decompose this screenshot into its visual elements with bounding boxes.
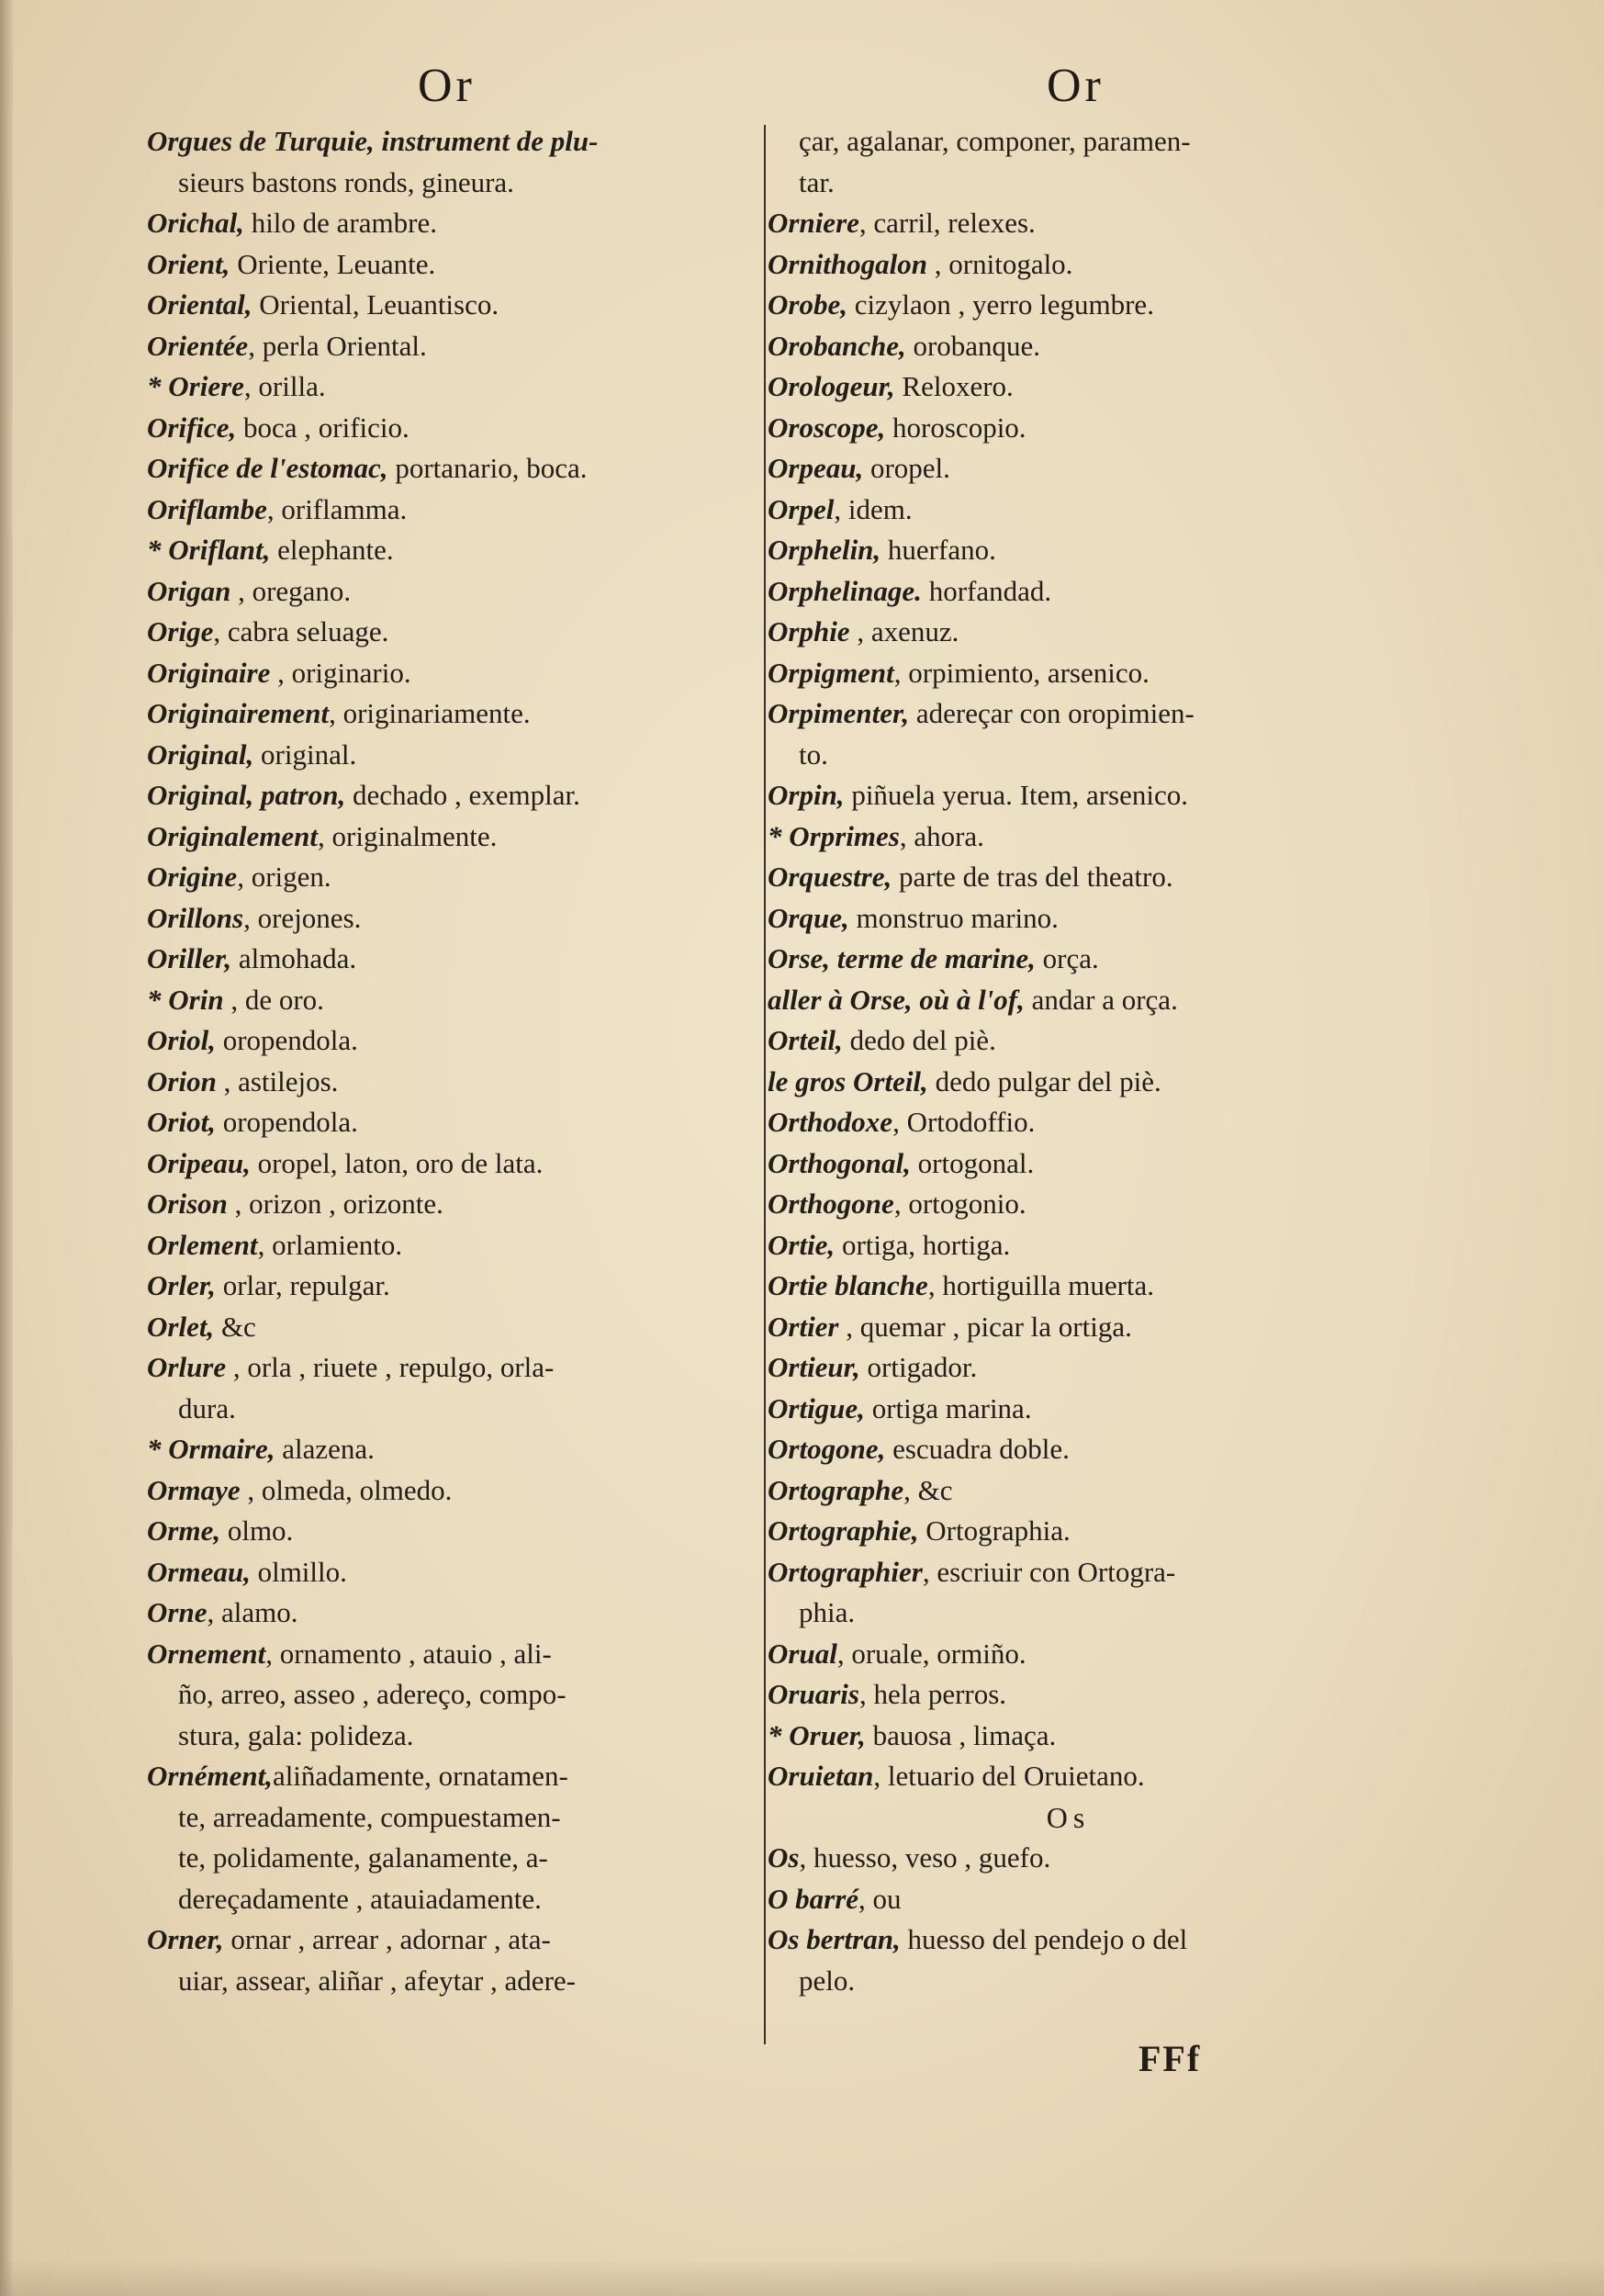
- entry-headword: Ornithogalon: [768, 247, 928, 280]
- dictionary-entry: [768, 1674, 1369, 1716]
- entry-translation: , originalmente.: [318, 819, 498, 852]
- dictionary-entry: [147, 285, 760, 326]
- entry-headword: O barré: [768, 1882, 859, 1915]
- dictionary-entry: [768, 980, 1369, 1021]
- dictionary-entry: [147, 612, 760, 653]
- entry-headword: * Orprimes: [768, 819, 900, 852]
- entry-headword: Os: [768, 1841, 800, 1874]
- entry-headword: Ortie,: [768, 1228, 836, 1261]
- dictionary-entry: [768, 1143, 1369, 1185]
- entry-translation: , hortiguilla muerta.: [927, 1269, 1155, 1301]
- dictionary-entry: [147, 693, 760, 735]
- entry-headword: Orpin,: [768, 779, 845, 811]
- dictionary-entry: [768, 163, 1369, 204]
- entry-headword: Orthodoxe: [768, 1106, 893, 1138]
- entry-translation: horoscopio.: [885, 411, 1026, 444]
- entry-headword: Oriflambe: [147, 492, 267, 525]
- entry-translation: , de oro.: [223, 983, 324, 1016]
- entry-headword: Originalement: [147, 819, 319, 852]
- entry-headword: Os bertran,: [768, 1923, 901, 1955]
- section-subhead: [768, 1797, 1369, 1839]
- dictionary-entry: [147, 1634, 760, 1675]
- entry-translation: dechado , exemplar.: [345, 779, 580, 811]
- dictionary-entry: [768, 898, 1369, 940]
- entry-translation: escuadra doble.: [885, 1433, 1070, 1465]
- entry-translation: portanario, boca.: [387, 452, 588, 484]
- entry-translation: alazena.: [275, 1433, 375, 1465]
- entry-translation: , &c: [903, 1473, 953, 1506]
- dictionary-entry: [768, 1020, 1369, 1062]
- entry-translation: , ornitogalo.: [927, 247, 1073, 280]
- entry-translation: , oriflamma.: [266, 492, 408, 525]
- entry-headword: Ortographie,: [768, 1514, 919, 1547]
- entry-translation: , Ortodoffio.: [892, 1106, 1036, 1138]
- entry-translation: &c: [214, 1310, 256, 1343]
- dictionary-entry: [768, 816, 1369, 858]
- dictionary-entry: [147, 1674, 760, 1716]
- entry-headword: Orion: [147, 1064, 217, 1097]
- entry-translation: huesso del pendejo o del: [900, 1923, 1188, 1955]
- dictionary-entry: [147, 1347, 760, 1389]
- dictionary-entry: [768, 1225, 1369, 1266]
- dictionary-entry: [768, 366, 1369, 408]
- dictionary-entry: [147, 1266, 760, 1307]
- entry-translation: dedo pulgar del piè.: [927, 1064, 1161, 1097]
- entry-translation: , olmeda, olmedo.: [240, 1473, 453, 1506]
- entry-headword: * Oruer,: [768, 1718, 866, 1751]
- dictionary-entry: [147, 1716, 760, 1757]
- entry-headword: Orobanche,: [768, 329, 906, 362]
- entry-translation: , orpimiento, arsenico.: [893, 656, 1150, 689]
- entry-headword: Orse, terme de marine,: [768, 942, 1036, 974]
- entry-headword: Oripeau,: [147, 1146, 251, 1179]
- dictionary-entry: [768, 1919, 1369, 1961]
- dictionary-entry: [768, 408, 1369, 449]
- entry-headword: Oriental,: [147, 288, 252, 321]
- dictionary-entry: [147, 1062, 760, 1103]
- entry-translation: , astilejos.: [216, 1064, 339, 1097]
- entry-translation: olmo.: [220, 1514, 294, 1547]
- entry-translation: , idem.: [834, 492, 913, 525]
- entry-headword: Orichal,: [147, 207, 244, 239]
- entry-translation: dura.: [178, 1391, 236, 1424]
- dictionary-entry: [147, 448, 760, 490]
- entry-headword: Oruaris: [768, 1678, 859, 1710]
- entry-translation: , carril, relexes.: [858, 207, 1036, 239]
- dictionary-entry: [147, 1511, 760, 1552]
- dictionary-entry: [147, 121, 760, 163]
- entry-translation: , alamo.: [207, 1596, 298, 1628]
- entry-translation: andar a orça.: [1024, 983, 1178, 1016]
- entry-translation: boca , orificio.: [236, 411, 409, 444]
- entry-headword: Ornément,: [147, 1760, 273, 1792]
- entry-headword: aller à Orse, où à l'of,: [768, 983, 1025, 1016]
- dictionary-entry: [147, 1838, 760, 1879]
- dictionary-entry: [768, 1552, 1369, 1593]
- entry-translation: te, polidamente, galanamente, a-: [178, 1841, 548, 1874]
- dictionary-entry: [147, 980, 760, 1021]
- dictionary-entry: [147, 1225, 760, 1266]
- entry-headword: Ortographier: [768, 1555, 923, 1588]
- entry-translation: orça.: [1035, 942, 1099, 974]
- entry-translation: , ou: [858, 1882, 902, 1915]
- dictionary-entry: [768, 1634, 1369, 1675]
- entry-translation: , orilla.: [243, 370, 326, 402]
- entry-translation: orobanque.: [905, 329, 1041, 362]
- dictionary-entry: [147, 816, 760, 858]
- entry-translation: ortogonal.: [910, 1146, 1035, 1179]
- entry-headword: Ormaye: [147, 1473, 241, 1506]
- dictionary-entry: [147, 366, 760, 408]
- dictionary-entry: [147, 1470, 760, 1512]
- dictionary-entry: [768, 1102, 1369, 1143]
- dictionary-entry: [768, 1389, 1369, 1430]
- entry-headword: Orgues de Turquie, instrument de plu-: [147, 125, 599, 157]
- dictionary-entry: [768, 448, 1369, 490]
- dictionary-entry: [147, 1552, 760, 1593]
- entry-headword: Orphelin,: [768, 534, 881, 566]
- entry-headword: le gros Orteil,: [768, 1064, 928, 1097]
- entry-translation: horfandad.: [921, 574, 1052, 607]
- entry-translation: orlar, repulgar.: [215, 1269, 390, 1301]
- entry-translation: uiar, assear, aliñar , afeytar , adere-: [178, 1964, 576, 1997]
- entry-headword: Orthogone: [768, 1187, 894, 1220]
- entry-translation: phia.: [799, 1596, 856, 1628]
- entry-translation: , perla Oriental.: [248, 329, 427, 362]
- dictionary-entry: [147, 939, 760, 980]
- entry-translation: , oregano.: [230, 574, 352, 607]
- dictionary-entry: [768, 1307, 1369, 1348]
- entry-headword: Orlement: [147, 1228, 258, 1261]
- entry-translation: monstruo marino.: [848, 901, 1059, 934]
- entry-headword: Oriller,: [147, 942, 232, 974]
- entry-headword: * Ormaire,: [147, 1433, 275, 1465]
- entry-headword: Orillons: [147, 901, 244, 934]
- dictionary-entry: [768, 1879, 1369, 1920]
- entry-translation: elephante.: [270, 534, 394, 566]
- entry-translation: , ahora.: [899, 819, 984, 852]
- entry-translation: dedo del piè.: [842, 1024, 996, 1056]
- dictionary-entry: [768, 1184, 1369, 1225]
- entry-translation: Reloxero.: [894, 370, 1014, 402]
- dictionary-entry: [768, 490, 1369, 531]
- dictionary-entry: [768, 1511, 1369, 1552]
- entry-translation: , ortogonio.: [893, 1187, 1026, 1220]
- entry-headword: Ornement: [147, 1637, 266, 1670]
- entry-headword: Orthogonal,: [768, 1146, 911, 1179]
- dictionary-entry: [768, 1266, 1369, 1307]
- right-column: [768, 121, 1369, 2001]
- entry-translation: dereçadamente , atauiadamente.: [178, 1882, 542, 1915]
- entry-headword: Ortogone,: [768, 1433, 886, 1465]
- entry-translation: , axenuz.: [849, 615, 959, 647]
- entry-headword: Orientée: [147, 329, 249, 362]
- entry-headword: Orobe,: [768, 288, 847, 321]
- entry-translation: , escriuir con Ortogra-: [922, 1555, 1176, 1588]
- entry-translation: pelo.: [799, 1964, 856, 1997]
- entry-headword: Origine: [147, 861, 238, 893]
- entry-headword: Orphelinage.: [768, 574, 922, 607]
- page-binding-shadow: [0, 0, 13, 2296]
- entry-translation: tar.: [799, 165, 835, 198]
- entry-translation: , huesso, veso , guefo.: [799, 1841, 1051, 1874]
- entry-headword: Oriot,: [147, 1106, 216, 1138]
- entry-translation: Oriente, Leuante.: [230, 247, 436, 280]
- entry-translation: oropel.: [863, 452, 950, 484]
- running-head-left: Or: [418, 60, 476, 112]
- column-divider: [764, 125, 766, 2044]
- entry-translation: , orlamiento.: [257, 1228, 403, 1261]
- entry-headword: Orifice de l'estomac,: [147, 452, 388, 484]
- entry-headword: Orler,: [147, 1269, 216, 1301]
- dictionary-entry: [147, 163, 760, 204]
- page-bottom-shadow: [0, 2259, 1604, 2296]
- entry-headword: Orologeur,: [768, 370, 895, 402]
- dictionary-entry: [147, 1797, 760, 1839]
- entry-headword: Orteil,: [768, 1024, 843, 1056]
- dictionary-entry: [768, 244, 1369, 286]
- entry-translation: , oruale, ormiño.: [836, 1637, 1026, 1670]
- entry-translation: aliñadamente, ornatamen-: [272, 1760, 568, 1792]
- dictionary-entry: [768, 612, 1369, 653]
- entry-translation: , originario.: [270, 656, 411, 689]
- entry-headword: Orient,: [147, 247, 230, 280]
- dictionary-entry: [147, 1143, 760, 1185]
- entry-headword: Oroscope,: [768, 411, 886, 444]
- entry-headword: Orpigment: [768, 656, 894, 689]
- entry-headword: Ortographe: [768, 1473, 904, 1506]
- entry-translation: , hela perros.: [858, 1678, 1007, 1710]
- entry-translation: piñuela yerua. Item, arsenico.: [844, 779, 1188, 811]
- dictionary-entry: [147, 408, 760, 449]
- entry-translation: stura, gala: polideza.: [178, 1718, 414, 1751]
- entry-translation: huerfano.: [881, 534, 996, 566]
- entry-headword: Original, patron,: [147, 779, 346, 811]
- entry-translation: , cabra seluage.: [213, 615, 389, 647]
- entry-translation: , letuario del Oruietano.: [873, 1760, 1145, 1792]
- entry-headword: Orpeau,: [768, 452, 864, 484]
- entry-translation: ño, arreo, asseo , adereço, compo-: [178, 1678, 566, 1710]
- dictionary-entry: [768, 203, 1369, 244]
- entry-headword: Orner,: [147, 1923, 224, 1955]
- entry-headword: Ortieur,: [768, 1351, 860, 1383]
- dictionary-entry: [147, 1879, 760, 1920]
- entry-translation: oropendola.: [215, 1024, 358, 1056]
- dictionary-entry: [147, 1919, 760, 1961]
- entry-headword: Orison: [147, 1187, 228, 1220]
- entry-headword: * Oriere: [147, 370, 244, 402]
- entry-headword: Ortigue,: [768, 1391, 865, 1424]
- entry-translation: Ortographia.: [918, 1514, 1071, 1547]
- entry-headword: Originairement: [147, 697, 330, 729]
- subhead-text: Os: [1046, 1800, 1091, 1834]
- entry-headword: Originaire: [147, 656, 271, 689]
- dictionary-entry: [147, 1389, 760, 1430]
- dictionary-entry: [147, 898, 760, 940]
- dictionary-entry: [768, 285, 1369, 326]
- dictionary-entry: [147, 775, 760, 816]
- dictionary-entry: [768, 939, 1369, 980]
- dictionary-entry: [768, 775, 1369, 816]
- entry-headword: Orlure: [147, 1351, 227, 1383]
- dictionary-entry: [147, 857, 760, 898]
- dictionary-entry: [768, 1838, 1369, 1879]
- entry-translation: , orejones.: [243, 901, 362, 934]
- dictionary-entry: [768, 1593, 1369, 1634]
- signature-mark: FFf: [1139, 2038, 1202, 2079]
- entry-headword: Orphie: [768, 615, 850, 647]
- entry-translation: cizylaon , yerro legumbre.: [847, 288, 1154, 321]
- entry-translation: original.: [253, 737, 357, 771]
- dictionary-entry: [147, 1307, 760, 1348]
- entry-headword: Orual: [768, 1637, 837, 1670]
- entry-headword: Oruietan: [768, 1760, 874, 1792]
- dictionary-entry: [768, 530, 1369, 571]
- entry-translation: adereçar con oropimien-: [909, 697, 1195, 729]
- entry-translation: to.: [799, 737, 828, 771]
- entry-translation: , orizon , orizonte.: [227, 1187, 443, 1220]
- dictionary-entry: [147, 203, 760, 244]
- dictionary-entry: [768, 121, 1369, 163]
- entry-translation: ortigador.: [859, 1351, 978, 1383]
- entry-headword: Ortier: [768, 1310, 839, 1343]
- entry-headword: Orquestre,: [768, 861, 892, 893]
- dictionary-entry: [768, 693, 1369, 735]
- entry-headword: Oriol,: [147, 1024, 216, 1056]
- dictionary-entry: [768, 1470, 1369, 1512]
- entry-translation: sieurs bastons ronds, gineura.: [178, 165, 514, 198]
- entry-translation: almohada.: [231, 942, 357, 974]
- dictionary-entry: [147, 1020, 760, 1062]
- dictionary-entry: [768, 326, 1369, 367]
- left-column: [147, 121, 760, 2001]
- entry-headword: Ormeau,: [147, 1555, 251, 1588]
- entry-headword: Orme,: [147, 1514, 221, 1547]
- entry-headword: * Orin: [147, 983, 224, 1016]
- entry-translation: oropel, laton, oro de lata.: [250, 1146, 544, 1179]
- dictionary-entry: [768, 735, 1369, 776]
- entry-headword: Original,: [147, 737, 254, 771]
- entry-headword: Orne: [147, 1596, 208, 1628]
- dictionary-entry: [147, 1102, 760, 1143]
- entry-translation: , ornamento , atauio , ali-: [265, 1637, 552, 1670]
- entry-headword: Orpel: [768, 492, 835, 525]
- entry-headword: Orniere: [768, 207, 859, 239]
- entry-translation: hilo de arambre.: [243, 207, 437, 239]
- entry-headword: Ortie blanche: [768, 1269, 928, 1301]
- dictionary-entry: [768, 653, 1369, 694]
- entry-headword: Orige: [147, 615, 214, 647]
- entry-translation: te, arreadamente, compuestamen-: [178, 1800, 561, 1833]
- dictionary-entry: [768, 1062, 1369, 1103]
- dictionary-entry: [147, 530, 760, 571]
- entry-headword: Orque,: [768, 901, 849, 934]
- entry-translation: , orla , riuete , repulgo, orla-: [226, 1351, 555, 1383]
- entry-translation: çar, agalanar, componer, paramen-: [799, 125, 1191, 157]
- entry-headword: * Oriflant,: [147, 534, 271, 566]
- dictionary-entry: [147, 1184, 760, 1225]
- dictionary-entry: [768, 1756, 1369, 1797]
- dictionary-entry: [147, 244, 760, 286]
- dictionary-entry: [147, 571, 760, 613]
- entry-translation: bauosa , limaça.: [865, 1718, 1057, 1751]
- entry-translation: Oriental, Leuantisco.: [252, 288, 499, 321]
- dictionary-entry: [147, 326, 760, 367]
- entry-translation: , origen.: [237, 861, 331, 893]
- entry-translation: ortiga marina.: [864, 1391, 1032, 1424]
- entry-translation: olmillo.: [250, 1555, 347, 1588]
- entry-translation: , originariamente.: [329, 697, 531, 729]
- dictionary-entry: [147, 1429, 760, 1470]
- dictionary-entry: [147, 1756, 760, 1797]
- dictionary-entry: [147, 1593, 760, 1634]
- dictionary-entry: [768, 1429, 1369, 1470]
- entry-translation: oropendola.: [215, 1106, 358, 1138]
- entry-translation: , quemar , picar la ortiga.: [838, 1310, 1132, 1343]
- entry-headword: Orifice,: [147, 411, 237, 444]
- dictionary-entry: [768, 1347, 1369, 1389]
- dictionary-entry: [147, 735, 760, 776]
- dictionary-entry: [768, 857, 1369, 898]
- dictionary-entry: [768, 1961, 1369, 2002]
- dictionary-entry: [768, 571, 1369, 613]
- entry-headword: Orlet,: [147, 1310, 215, 1343]
- dictionary-entry: [768, 1716, 1369, 1757]
- running-head-right: Or: [1047, 60, 1105, 112]
- entry-translation: ornar , arrear , adornar , ata-: [223, 1923, 551, 1955]
- entry-headword: Origan: [147, 574, 231, 607]
- dictionary-entry: [147, 1961, 760, 2002]
- entry-headword: Orpimenter,: [768, 697, 910, 729]
- dictionary-entry: [147, 653, 760, 694]
- entry-translation: parte de tras del theatro.: [892, 861, 1173, 893]
- entry-translation: ortiga, hortiga.: [835, 1228, 1011, 1261]
- dictionary-entry: [147, 490, 760, 531]
